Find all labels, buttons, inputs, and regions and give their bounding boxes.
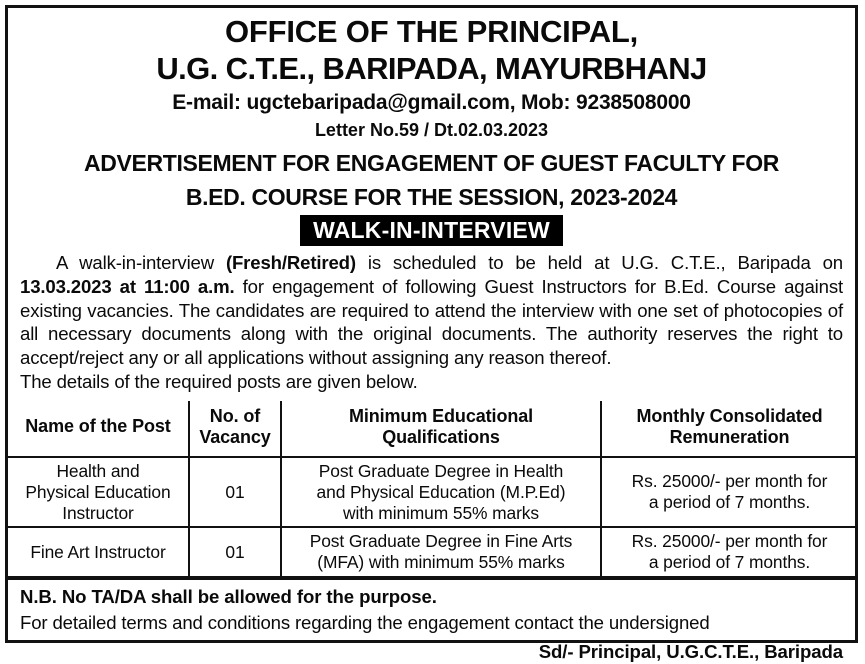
cell-line: Health and <box>56 460 140 481</box>
cell-line: a period of 7 months. <box>648 492 811 513</box>
header-line: Remuneration <box>669 427 790 448</box>
header-line: Name of the Post <box>25 416 171 437</box>
header-line: No. of <box>209 405 261 426</box>
header-line: Minimum Educational <box>348 405 534 426</box>
cell-line: Instructor <box>62 502 134 523</box>
body-bold-date-time: 13.03.2023 at 11:00 a.m. <box>20 275 235 297</box>
contact-line: E-mail: ugctebaripada@gmail.com, Mob: 9238508000 <box>172 91 691 115</box>
cell-vacancy-count: 01 <box>189 457 281 528</box>
body-bold-fresh-retired: (Fresh/Retired) <box>225 252 356 274</box>
cell-post-name <box>8 457 189 528</box>
column-header-post <box>8 401 189 457</box>
cell-line: Fine Art Instructor <box>30 541 166 562</box>
cell-line: Rs. 25000/- per month for <box>631 531 828 552</box>
cell-remuneration <box>601 457 857 528</box>
column-header-vacancy <box>189 401 281 457</box>
advertisement-title-line-1: ADVERTISEMENT FOR ENGAGEMENT OF GUEST FACULTY FOR <box>83 149 780 176</box>
header-line: Vacancy <box>199 427 271 448</box>
posts-table <box>8 401 857 579</box>
notice-body-paragraph <box>8 246 855 369</box>
header-line: Qualifications <box>382 427 500 448</box>
notice-footer <box>8 578 855 664</box>
walk-in-interview-banner: WALK-IN-INTERVIEW <box>300 215 563 246</box>
banner-container <box>8 215 855 246</box>
cell-qualification <box>281 527 601 577</box>
cell-post-name <box>8 527 189 577</box>
column-header-remuneration <box>601 401 857 457</box>
advertisement-title-line-2: B.ED. COURSE FOR THE SESSION, 2023-2024 <box>185 183 678 210</box>
cell-line: (MFA) with minimum 55% marks <box>317 552 565 573</box>
body-part-3: for engagement of following Guest Instructors for B.Ed. Course against existing vacancies. The candidates are required to attend the interview with one set of photocopies of all necessary documents along with the original documents. The authority reserves the right to accept/reject any or all applications without assigning any reason thereof. <box>20 275 843 368</box>
notice-body-tail: The details of the required posts are given below. <box>20 371 418 393</box>
organization-line-2: U.G. C.T.E., BARIPADA, MAYURBHANJ <box>156 50 707 86</box>
letter-reference: Letter No.59 / Dt.02.03.2023 <box>314 120 549 141</box>
table-row <box>8 457 857 528</box>
table-header-row <box>8 401 857 457</box>
signature-line: Sd/- Principal, U.G.C.T.E., Baripada <box>538 641 843 663</box>
notice-header <box>8 8 855 211</box>
body-part-1: A walk-in-interview <box>56 252 226 274</box>
cell-line: and Physical Education (M.P.Ed) <box>316 481 566 502</box>
cell-line: Rs. 25000/- per month for <box>631 471 828 492</box>
cell-line: a period of 7 months. <box>648 552 811 573</box>
cell-qualification <box>281 457 601 528</box>
column-header-qualification <box>281 401 601 457</box>
advertisement-notice <box>5 5 858 663</box>
terms-contact-line: For detailed terms and conditions regarding the engagement contact the undersigned <box>20 612 710 634</box>
cell-remuneration <box>601 527 857 577</box>
posts-table-container <box>8 401 855 579</box>
cell-line: with minimum 55% marks <box>343 502 539 523</box>
body-part-2: is scheduled to be held at U.G. C.T.E., Baripada on <box>355 252 843 274</box>
header-line: Monthly Consolidated <box>636 405 823 426</box>
cell-line: Physical Education <box>25 481 171 502</box>
organization-line-1: OFFICE OF THE PRINCIPAL, <box>224 14 639 49</box>
cell-line: Post Graduate Degree in Health <box>318 460 564 481</box>
table-row <box>8 527 857 577</box>
cell-vacancy-count: 01 <box>189 527 281 577</box>
note-ta-da: N.B. No TA/DA shall be allowed for the purpose. <box>20 586 437 608</box>
cell-line: Post Graduate Degree in Fine Arts <box>309 531 573 552</box>
